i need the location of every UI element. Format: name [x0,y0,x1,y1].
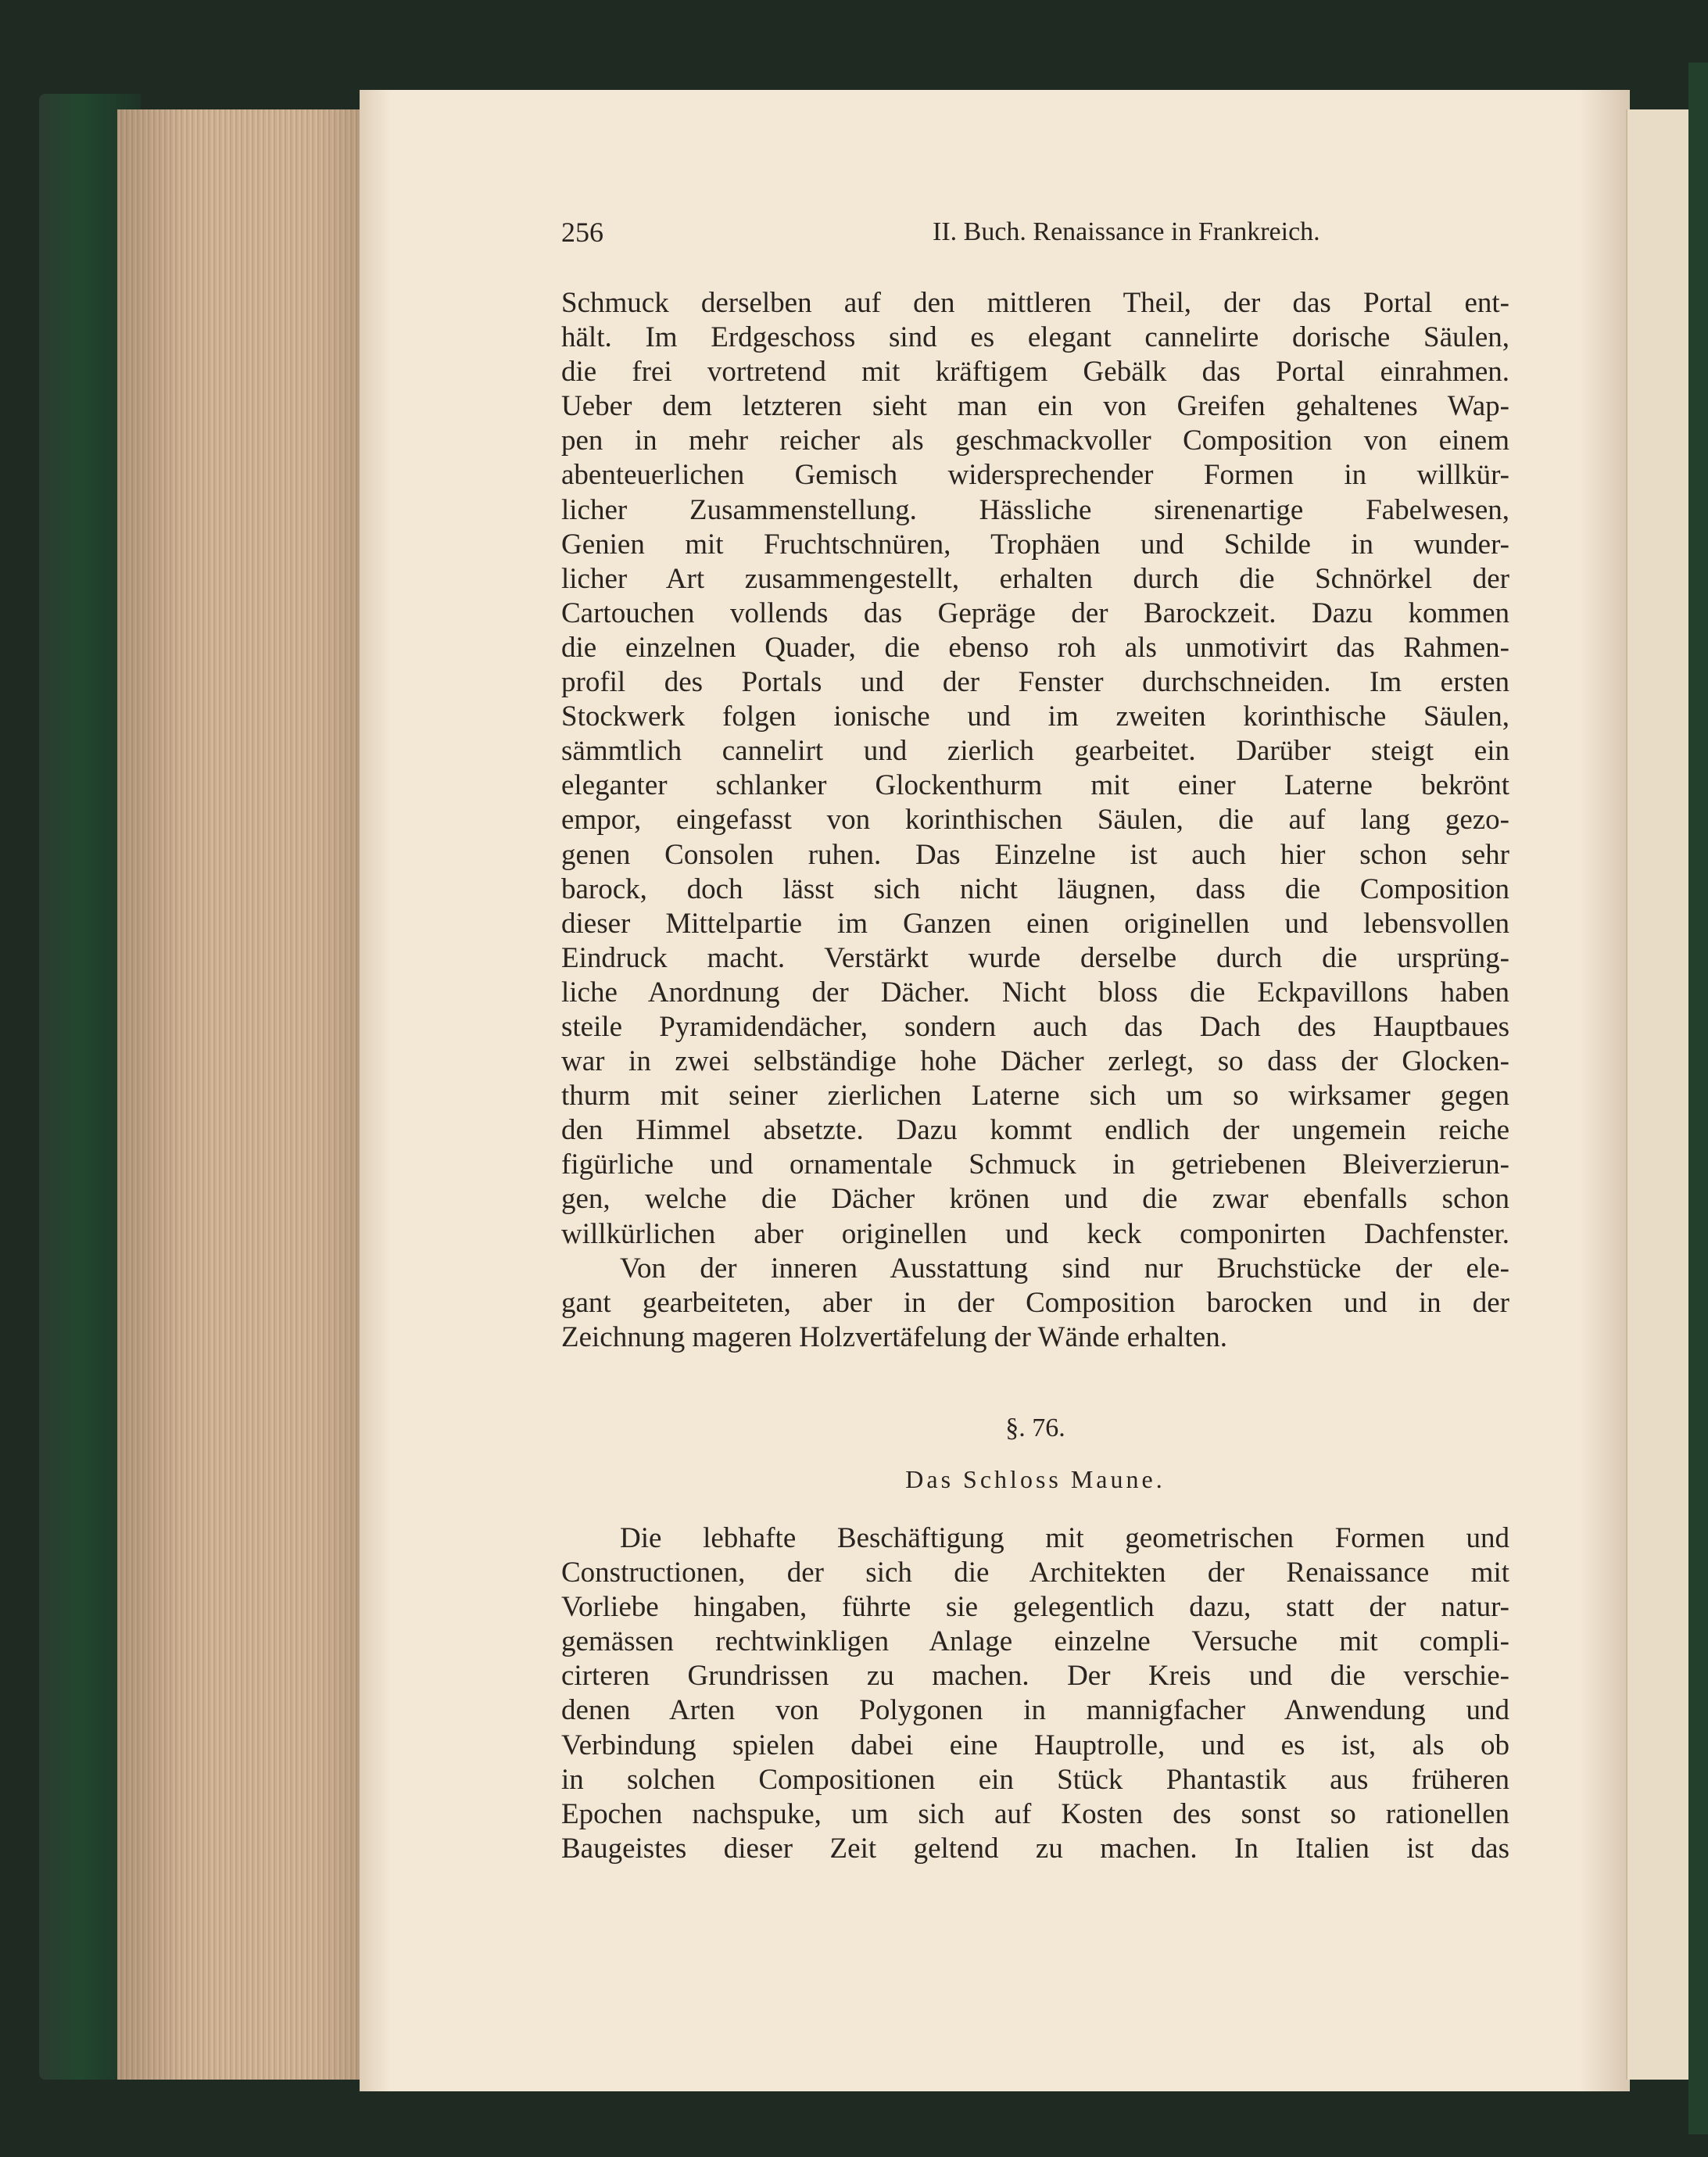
text-line: figürliche und ornamentale Schmuck in getriebenen Bleiverzierun- [561,1148,1509,1181]
section-title: Das Schloss Maune. [905,1465,1166,1493]
text-line: Die lebhafte Beschäftigung mit geometrischen Formen und [620,1522,1509,1554]
text-line: barock, doch lässt sich nicht läugnen, dass die Composition [561,872,1509,905]
section-number: §. 76. [1005,1414,1065,1442]
text-line: Vorliebe hingaben, führte sie gelegentlich dazu, statt der natur- [561,1591,1509,1624]
text-line: sämmtlich cannelirt und zierlich gearbeitet. Darüber steigt ein [561,735,1509,768]
text-line: gant gearbeiteten, aber in der Composition barocken und in der [561,1286,1509,1319]
text-line: licher Art zusammengestellt, erhalten durch die Schnörkel der [561,562,1509,595]
text-line: Cartouchen vollends das Gepräge der Barockzeit. Dazu kommen [561,597,1509,629]
text-line: hält. Im Erdgeschoss sind es elegant cannelirte dorische Säulen, [561,321,1509,354]
text-line: liche Anordnung der Dächer. Nicht bloss die Eckpavillons haben [561,976,1509,1009]
text-line: Baugeistes dieser Zeit geltend zu machen. In Italien ist das [561,1832,1509,1865]
body-text-top [561,286,1509,1355]
page-edges [117,109,363,2080]
text-line: Genien mit Fruchtschnüren, Trophäen und Schilde in wunder- [561,528,1509,561]
text-line: dieser Mittelpartie im Ganzen einen originellen und lebensvollen [561,907,1509,940]
text-line: Ueber dem letzteren sieht man ein von Greifen gehaltenes Wap- [561,390,1509,423]
text-line: die frei vortretend mit kräftigem Gebälk das Portal einrahmen. [561,356,1509,389]
text-line: Verbindung spielen dabei eine Hauptrolle, und es ist, als ob [561,1729,1509,1761]
text-line: steile Pyramidendächer, sondern auch das Dach des Hauptbaues [561,1010,1509,1043]
text-line: empor, eingefasst von korinthischen Säulen, die auf lang gezo- [561,804,1509,837]
page-number: 256 [561,217,603,248]
text-line: gen, welche die Dächer krönen und die zwar ebenfalls schon [561,1183,1509,1216]
text-line: Stockwerk folgen ionische und im zweiten korinthische Säulen, [561,700,1509,733]
text-line: Epochen nachspuke, um sich auf Kosten des sonst so rationellen [561,1797,1509,1830]
page-header [561,216,1509,255]
text-line: thurm mit seiner zierlichen Laterne sich um so wirksamer gegen [561,1080,1509,1113]
text-line: profil des Portals und der Fenster durchschneiden. Im ersten [561,666,1509,699]
book-cover-right [1688,63,1708,2134]
text-line: Constructionen, der sich die Architekten der Renaissance mit [561,1557,1509,1589]
text-line: in solchen Compositionen ein Stück Phantastik aus früheren [561,1763,1509,1796]
text-line: abenteuerlichen Gemisch widersprechender Formen in willkür- [561,459,1509,492]
text-line: cirteren Grundrissen zu machen. Der Kreis und die verschie- [561,1660,1509,1693]
text-line: denen Arten von Polygonen in mannigfacher Anwendung und [561,1694,1509,1727]
body-text-bottom [561,1521,1509,1866]
facing-page-edge [1626,109,1694,2080]
text-line: gemässen rechtwinkligen Anlage einzelne Versuche mit compli- [561,1625,1509,1658]
text-line: Schmuck derselben auf den mittleren Theil, der das Portal ent- [561,287,1509,319]
running-title: II. Buch. Renaissance in Frankreich. [933,217,1320,246]
text-line: eleganter schlanker Glockenthurm mit einer Laterne bekrönt [561,769,1509,802]
text-line: den Himmel absetzte. Dazu kommt endlich der ungemein reiche [561,1114,1509,1147]
text-line: war in zwei selbständige hohe Dächer zerlegt, so dass der Glocken- [561,1045,1509,1078]
text-line: willkürlichen aber originellen und keck componirten Dachfenster. [561,1217,1509,1250]
text-line: Eindruck macht. Verstärkt wurde derselbe durch die ursprüng- [561,941,1509,974]
text-line: Von der inneren Ausstattung sind nur Bruchstücke der ele- [620,1252,1509,1285]
text-line: die einzelnen Quader, die ebenso roh als unmotivirt das Rahmen- [561,631,1509,664]
text-line: pen in mehr reicher als geschmackvoller Composition von einem [561,425,1509,457]
text-line: licher Zusammenstellung. Hässliche sirenenartige Fabelwesen, [561,493,1509,526]
text-line: genen Consolen ruhen. Das Einzelne ist auch hier schon sehr [561,838,1509,871]
text-line: Zeichnung mageren Holzvertäfelung der Wände erhalten. [561,1320,1227,1353]
